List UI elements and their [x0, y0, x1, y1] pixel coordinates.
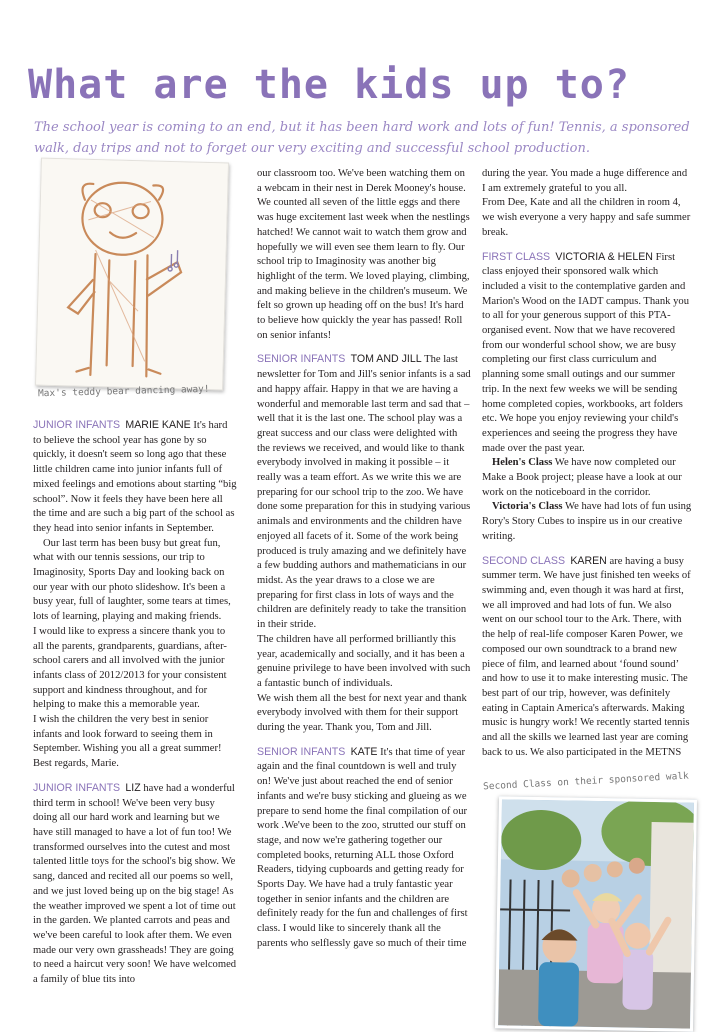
section-teacher-name: TOM AND JILL — [350, 353, 422, 366]
teddy-bear-drawing — [35, 158, 229, 391]
paragraph: We have now completed our Make a Book project; please have a look at our work on the noticeboard in the corridor. — [482, 457, 682, 498]
class-label: Victoria's Class — [492, 501, 563, 513]
paragraph: The children have all performed brilliantly this year, academically and socially, and it has been a genuine privilege to have been involved with such a fantastic bunch of individuals. — [257, 633, 471, 689]
paragraph: Best regards, Marie. — [33, 758, 119, 770]
sponsored-walk-photo — [495, 796, 697, 1031]
page-title: What are the kids up to? — [28, 62, 630, 108]
teddy-caption: Max's teddy bear dancing away! — [37, 383, 210, 400]
section-class-label: JUNIOR INFANTS — [33, 419, 121, 431]
teddy-bear-drawing-icon — [36, 159, 228, 390]
section-text: It's hard to believe the school year has gone by so quickly, it doesn't seem so long ago that these little children came into junior infants full of mixed feelings and emotions about starting “big school”. Now it feels they have been here all the time and are such a big part of the school as they head into senior infants in September. — [33, 420, 237, 534]
class-label: Helen's Class — [492, 457, 553, 469]
section-class-label: SENIOR INFANTS — [257, 745, 346, 758]
section-teacher-name: KAREN — [570, 554, 607, 567]
column-3 — [482, 167, 692, 760]
section-teacher-name: KATE — [350, 745, 378, 758]
paragraph: We wish them all the best for next year and thank everybody involved with them for their support during the year. Thank you, Tom and Jill. — [257, 692, 467, 734]
page-subtitle: The school year is coming to an end, but it has been hard work and lots of fun! Tennis, a sponsored walk, day trips and not to forget our very exciting and successful school production. — [34, 120, 690, 156]
section-text: have had a wonderful third term in school! We've been very busy doing all our hard work and learning but we have still managed to have a lot of fun too! We transformed ourselves into the cutest and most talented little toys for the school's big show. We sang, danced and recited all our poems so well, and we just loved being up on the big stage! As the weather improved we spent a lot of time out in the garden. We planted carrots and peas and we've been careful to look after them. We even made our very own grassheads! They are going to need a haircut very soon! We have welcomed a family of blue tits into — [33, 782, 237, 986]
section-class-label: SENIOR INFANTS — [257, 353, 346, 366]
section-class-label: JUNIOR INFANTS — [33, 781, 121, 794]
section-teacher-name: MARIE KANE — [125, 419, 191, 431]
column-2 — [257, 167, 471, 952]
section-teacher-name: LIZ — [125, 781, 141, 794]
paragraph: We have had lots of fun using Rory's Story Cubes to inspire us in our creative writing. — [482, 501, 692, 542]
paragraph: I wish the children the very best in senior infants and look forward to seeing them in September. Wishing you all a great summer! — [33, 714, 222, 755]
paragraph: From Dee, Kate and all the children in room 4, we wish everyone a very happy and safe summer break. — [482, 197, 691, 238]
paragraph: Our last term has been busy but great fun, what with our tennis sessions, our trip to Imaginosity, Sports Day and looking back on our year with our photo slideshow. It's been a busy year, full of laughter, some tears at times, lots of learning, playing and making friends. — [33, 537, 231, 623]
paragraph: our classroom too. We've been watching them on a webcam in their nest in Derek Mooney's house. We counted all seven of the little eggs and there was huge excitement last week when the nestlings hatched! We cannot wait to watch them grow and hopefully we will even see them learn to fly. Our school trip to Imaginosity was another big highlight of the term. We loved playing, climbing, and making believe in the children's museum. We felt so grown up heading off on the bus! It's hard to believe how quickly the year has passed! Roll on senior infants! — [257, 168, 470, 341]
section-text: First class enjoyed their sponsored walk which included a visit to the contemplative garden and Marion's Wood on the IADT campus. Thank you to all for your generous support of this PTA-organised event. Now that we have recovered from our wonderful school show, we are busy completing our first class curriculum and planning some small outings and our summer trip. In the next few weeks we will be sending home completed copies, workbooks, art folders etc. We hope you enjoy reviewing your child's experiences and seeing the progress they have made over the past year. — [482, 251, 690, 454]
section-text: The last newsletter for Tom and Jill's senior infants is a sad and happy affair. Happy in that we are having a wonderful and memorable last term and sad that – well that it is the last one. The school play was a great success and our class were delighted with the reviews we received, and would like to thank everybody involved in making it possible – it really was a team effort. As we write this we are preparing for our school trip to the zoo. We have done some preparation for this in studying various animals and environments and the children have enjoyed all facets of it. Some of the work being produced is truly amazing and we definitely have a few budding authors and mathematicians in our midst. As the year draws to a close we are preparing for first class in lots of ways and the children are definitely ready to take the transition in their stride. — [257, 354, 471, 631]
column-1 — [33, 418, 238, 988]
paragraph: during the year. You made a huge difference and I am extremely grateful to you all. — [482, 168, 688, 194]
paragraph: I would like to express a sincere thank you to all the parents, grandparents, guardians, after-school carers and all involved with the junior infants class of 2012/2013 for your consistent support and kindness throughout, and for helping to make this a memorable year. — [33, 625, 227, 711]
section-class-label: FIRST CLASS — [482, 250, 551, 263]
walk-caption: Second Class on their sponsored walk — [482, 770, 690, 793]
section-text: are having a busy summer term. We have just finished ten weeks of swimming and, even though it was hard at first, we all improved and had lots of fun. We also went on our school tour to the Ark. There, with the help of real-life composer Karen Power, we composed our own soundtrack to a brand new piece of film, and learned about ‘found sound’ and how to use it to make interesting music. The best part of our trip, however, was definitely eating in Captain America's afterwards. Making music is hungry work! We recently started tennis and all the skills we learned last year are coming back to us. We also participated in the METNS — [482, 555, 691, 758]
section-class-label: SECOND CLASS — [482, 554, 566, 567]
section-teacher-name: VICTORIA & HELEN — [555, 250, 653, 263]
children-photo-icon — [498, 799, 694, 1028]
section-text: It's that time of year again and the final countdown is well and truly on! We've just about reached the end of senior infants and we're busy sticking and glueing as we prepare to send home the final compilation of our work .We've been to the zoo, strutted our stuff on stage, and now we're gathering together our completed books, returning ALL those Oxford Readers, tidying cupboards and getting ready for Sports Day. We have had a truly fantastic year together in senior infants and the children are definitely ready for the fun and challenges of first class. I would like to sincerely thank all the parents who selflessly gave so much of their time — [257, 746, 468, 949]
